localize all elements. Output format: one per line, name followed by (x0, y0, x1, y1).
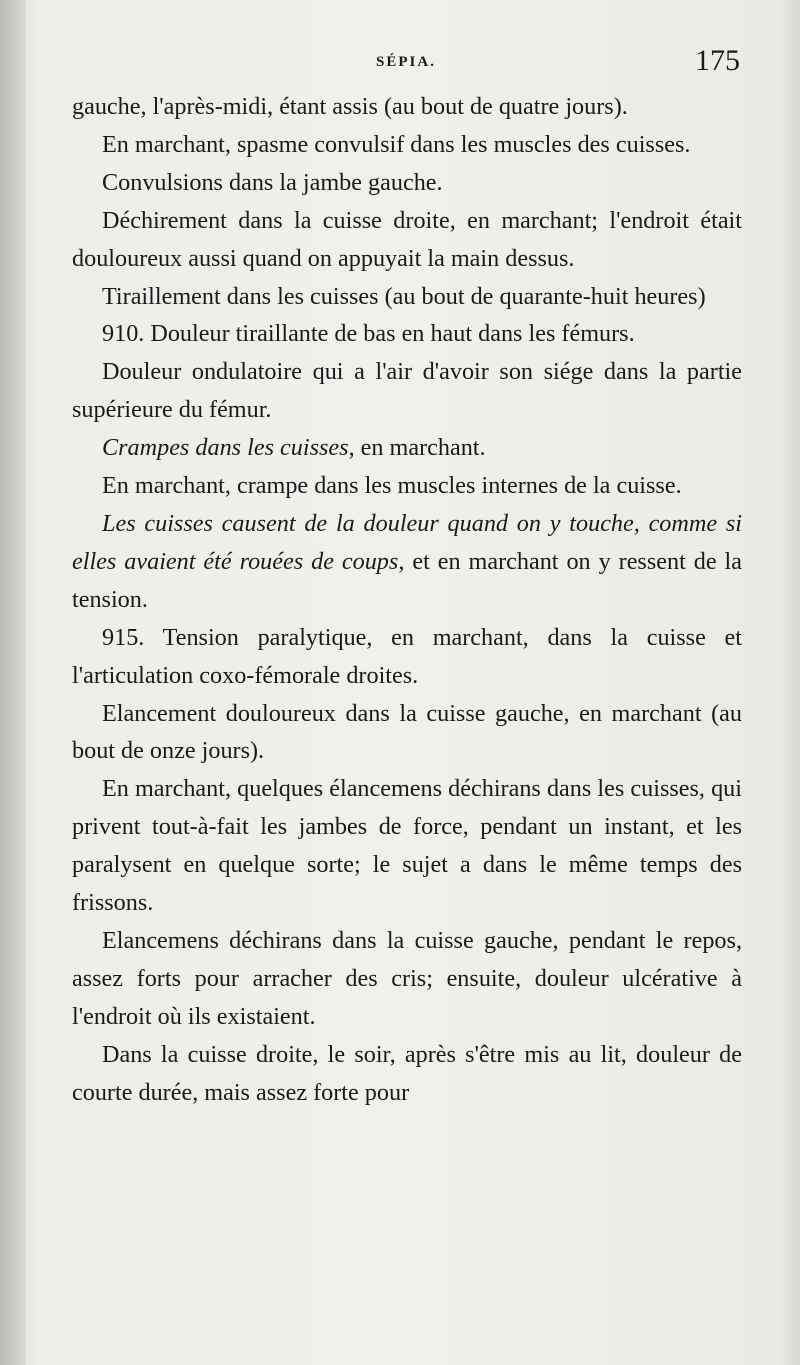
paragraph-10 (72, 505, 742, 619)
page-number: 175 (695, 44, 740, 77)
paragraph-2: En marchant, spasme convulsif dans les muscles des cuisses. (102, 130, 691, 158)
page-edge-shadow (0, 0, 26, 1365)
paragraph-3: Convulsions dans la jambe gauche. (102, 168, 443, 196)
paragraph-8 (72, 429, 742, 467)
paragraph-15: Dans la cuisse droite, le soir, après s'être mis au lit, douleur de courte durée, mais assez forte pour (72, 1040, 742, 1106)
paragraph-915: 915. Tension paralytique, en marchant, dans la cuisse et l'articulation coxo-fémorale droites. (72, 623, 742, 689)
paragraph-9: En marchant, crampe dans les muscles internes de la cuisse. (102, 472, 682, 500)
page-header (72, 44, 740, 84)
paragraph-14: Elancemens déchirans dans la cuisse gauche, pendant le repos, assez forts pour arracher des cris; ensuite, douleur ulcérative à l'endroit où ils existaient. (72, 926, 742, 1030)
italic-phrase: Les cuisses causent de la douleur quand on y touche, comme si elles avaient été rouées de coups (72, 509, 742, 575)
paragraph-910: 910. Douleur tiraillante de bas en haut dans les fémurs. (102, 320, 635, 348)
paragraph-4: Déchirement dans la cuisse droite, en marchant; l'endroit était douloureux aussi quand on appuyait la main dessus. (72, 206, 742, 272)
paragraph-1: gauche, l'après-midi, étant assis (au bout de quatre jours). (72, 93, 628, 120)
paragraph-7: Douleur ondulatoire qui a l'air d'avoir son siége dans la partie supérieure du fémur. (72, 358, 742, 424)
paragraph-5: Tiraillement dans les cuisses (au bout de quarante-huit heures) (102, 282, 706, 310)
body-text (72, 88, 742, 1111)
paragraph-10-rest: , et en marchant on y ressent de la tension. (72, 547, 742, 613)
paragraph-13: En marchant, quelques élancemens déchirans dans les cuisses, qui privent tout-à-fait les jambes de force, pendant un instant, et les paralysent en quelque sorte; le sujet a dans le même temps des frissons. (72, 775, 742, 917)
italic-phrase: Crampes dans les cuisses (102, 434, 349, 462)
paragraph-8-rest: , en marchant. (348, 434, 486, 462)
paragraph-12: Elancement douloureux dans la cuisse gauche, en marchant (au bout de onze jours). (72, 699, 742, 765)
running-head: SÉPIA. (376, 54, 436, 70)
